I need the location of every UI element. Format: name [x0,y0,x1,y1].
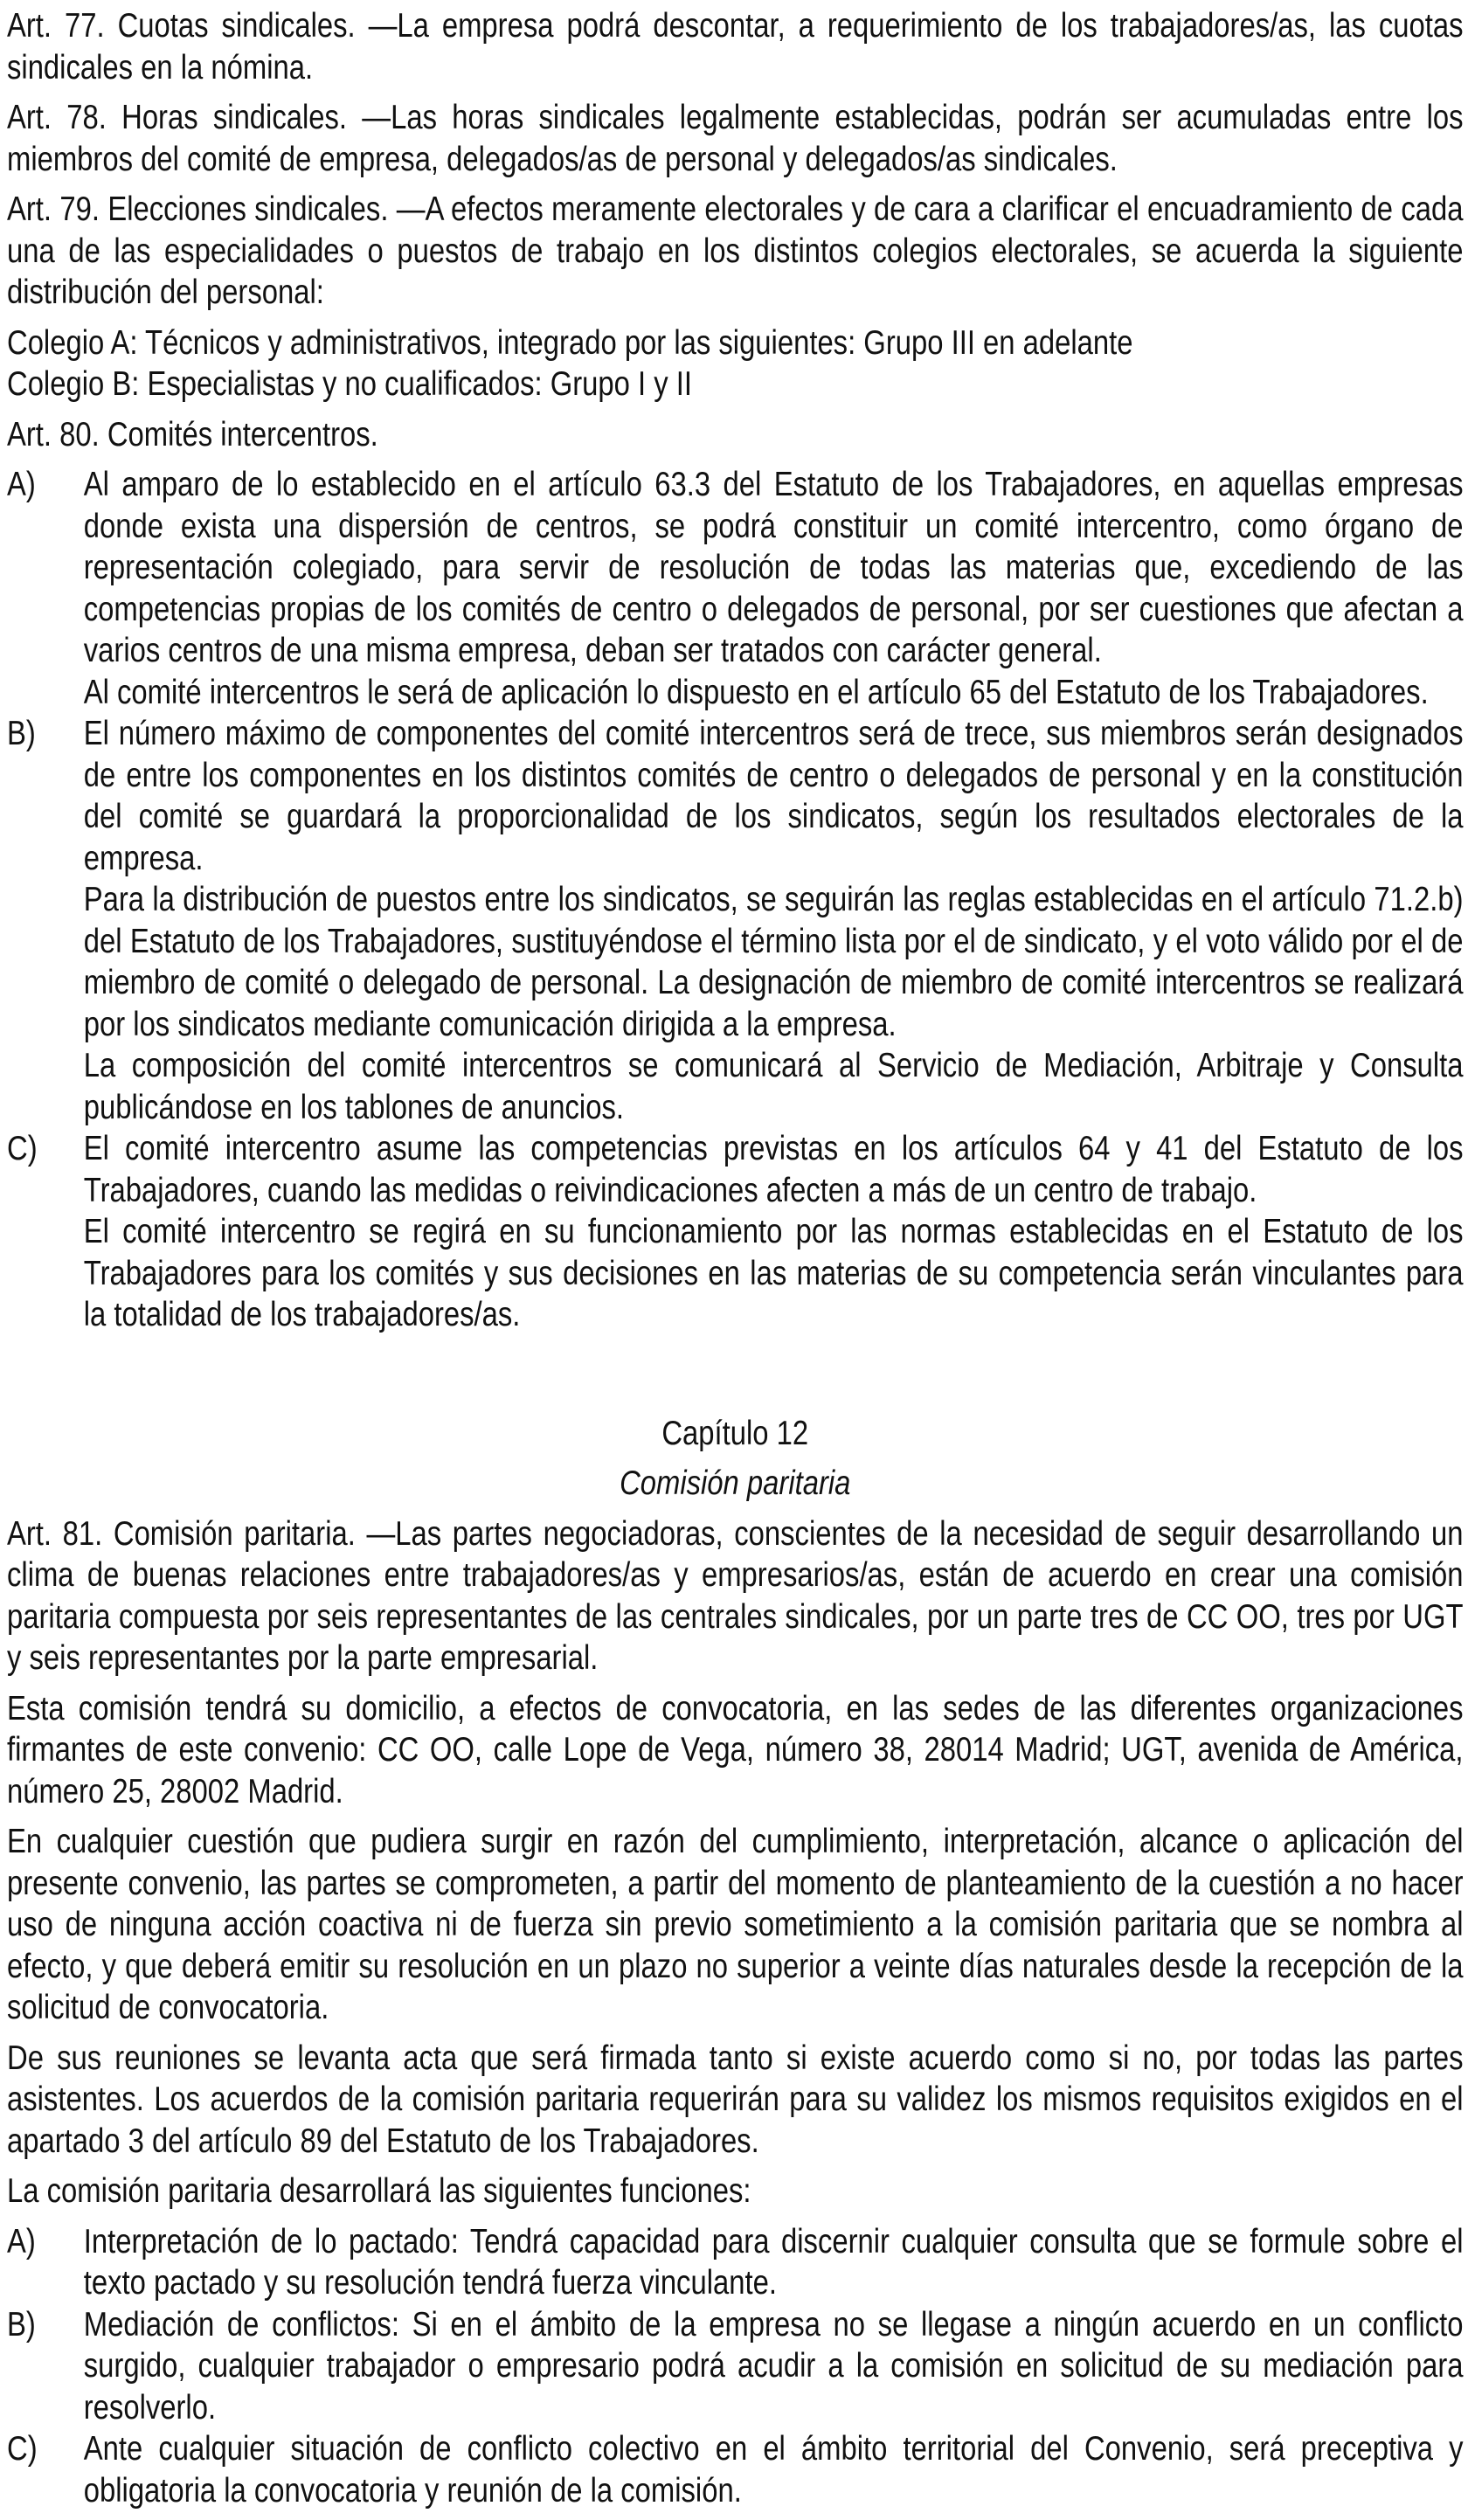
item-paragraph: El comité intercentro se regirá en su funcionamiento por las normas establecidas en el Estatuto de los Trabajadores para los comités y sus decisiones en las materias de su competencia serán vinculantes para la totalidad de los trabajadores/as. [83,1213,1464,1333]
colegio-a: Colegio A: Técnicos y administrativos, integrado por las siguientes: Grupo III en adelante [7,323,1133,362]
article-81-paragraph: En cualquier cuestión que pudiera surgir en razón del cumplimiento, interpretación, alcance o aplicación del presente convenio, las partes se comprometen, a partir del momento de planteamiento de la cuestión a no hacer uso de ninguna acción coactiva ni de fuerza sin previo sometimiento a la comisión paritaria que se nombra al efecto, y que deberá emitir su resolución en un plazo no superior a veinte días naturales desde la recepción de la solicitud de convocatoria. [7,1823,1464,2026]
item-paragraph: Al amparo de lo establecido en el artículo 63.3 del Estatuto de los Trabajadores, en aquellas empresas donde exista una dispersión de centros, se podrá constituir un comité intercentro, como órgano de representación colegiado, para servir de resolución de todas las materias que, excediendo de las competencias propias de los comités de centro o delegados de personal, por ser cuestiones que afectan a varios centros de una misma empresa, deban ser tratados con carácter general. [83,466,1464,669]
article-80-list [7,464,1464,1336]
article-81-paragraph: La comisión paritaria desarrollará las siguientes funciones: [7,2172,751,2210]
item-label: A) [7,466,36,503]
item-paragraph: El comité intercentro asume las competencias previstas en los artículos 64 y 41 del Estatuto de los Trabajadores, cuando las medidas o reivindicaciones afecten a más de un centro de trabajo. [83,1130,1464,1209]
article-81-paragraph: Esta comisión tendrá su domicilio, a efectos de convocatoria, en las sedes de las diferentes organizaciones firmantes de este convenio: CC OO, calle Lope de Vega, número 38, 28014 Madrid; UGT, avenida de América, número 25, 28002 Madrid. [7,1689,1464,1810]
document-page [7,5,1464,2520]
chapter-number: Capítulo 12 [661,1414,809,1452]
function-item-a [7,2221,1464,2304]
function-item-b [7,2304,1464,2429]
item-label: A) [7,2222,36,2260]
item-label: C) [7,2430,38,2468]
item-text: Ante cualquier situación de conflicto colectivo en el ámbito territorial del Convenio, será preceptiva y obligatoria la convocatoria y reunión de la comisión. [83,2430,1464,2510]
item-label: C) [7,1130,38,1167]
article-80-heading: Art. 80. Comités intercentros. [7,415,378,453]
functions-list [7,2221,1464,2512]
item-paragraph: Para la distribución de puestos entre los sindicatos, se seguirán las reglas establecidas en el artículo 71.2.b) del Estatuto de los Trabajadores, sustituyéndose el término lista por el de sindicato, y el voto válido por el de miembro de comité o delegado de personal. La designación de miembro de comité intercentros se realizará por los sindicatos mediante comunicación dirigida a la empresa. [83,881,1464,1043]
list-item-c [7,1128,1464,1336]
function-item-c [7,2428,1464,2511]
item-paragraph: El número máximo de componentes del comité intercentros será de trece, sus miembros serán designados de entre los componentes en los distintos comités de centro o delegados de personal y en la constitución del comité se guardará la proporcionalidad de los sindicatos, según los resultados electorales de la empresa. [83,715,1464,877]
article-81: Art. 81. Comisión paritaria. —Las partes negociadoras, conscientes de la necesidad de seguir desarrollando un clima de buenas relaciones entre trabajadores/as y empresarios/as, están de acuerdo en crear una comisión paritaria compuesta por seis representantes de las centrales sindicales, por un parte tres de CC OO, tres por UGT y seis representantes por la parte empresarial. [7,1514,1464,1677]
list-item-b [7,713,1464,1128]
item-text: Mediación de conflictos: Si en el ámbito de la empresa no se llegase a ningún acuerdo en un conflicto surgido, cualquier trabajador o empresario podrá acudir a la comisión en solicitud de su mediación para resolverlo. [83,2305,1464,2427]
item-paragraph: La composición del comité intercentros se comunicará al Servicio de Mediación, Arbitraje y Consulta publicándose en los tablones de anuncios. [83,1047,1464,1126]
article-77: Art. 77. Cuotas sindicales. —La empresa podrá descontar, a requerimiento de los trabajadores/as, las cuotas sindicales en la nómina. [7,7,1464,87]
item-label: B) [7,715,36,752]
colegio-b: Colegio B: Especialistas y no cualificados: Grupo I y II [7,365,692,403]
section-spacer [7,1345,1464,1413]
item-text: Interpretación de lo pactado: Tendrá capacidad para discernir cualquier consulta que se formule sobre el texto pactado y su resolución tendrá fuerza vinculante. [83,2222,1464,2302]
article-81-paragraph: De sus reuniones se levanta acta que será firmada tanto si existe acuerdo como si no, por todas las partes asistentes. Los acuerdos de la comisión paritaria requerirán para su validez los mismos requisitos exigidos en el apartado 3 del artículo 89 del Estatuto de los Trabajadores. [7,2039,1464,2160]
article-78: Art. 78. Horas sindicales. —Las horas sindicales legalmente establecidas, podrán ser acumuladas entre los miembros del comité de empresa, delegados/as de personal y delegados/as sindicales. [7,99,1464,178]
chapter-title: Comisión paritaria [620,1464,851,1502]
item-label: B) [7,2305,36,2343]
list-item-a [7,464,1464,713]
item-paragraph: Al comité intercentros le será de aplicación lo dispuesto en el artículo 65 del Estatuto de los Trabajadores. [83,673,1429,711]
article-79: Art. 79. Elecciones sindicales. —A efectos meramente electorales y de cara a clarificar el encuadramiento de cada una de las especialidades o puestos de trabajo en los distintos colegios electorales, se acuerda la siguiente distribución del personal: [7,190,1464,311]
